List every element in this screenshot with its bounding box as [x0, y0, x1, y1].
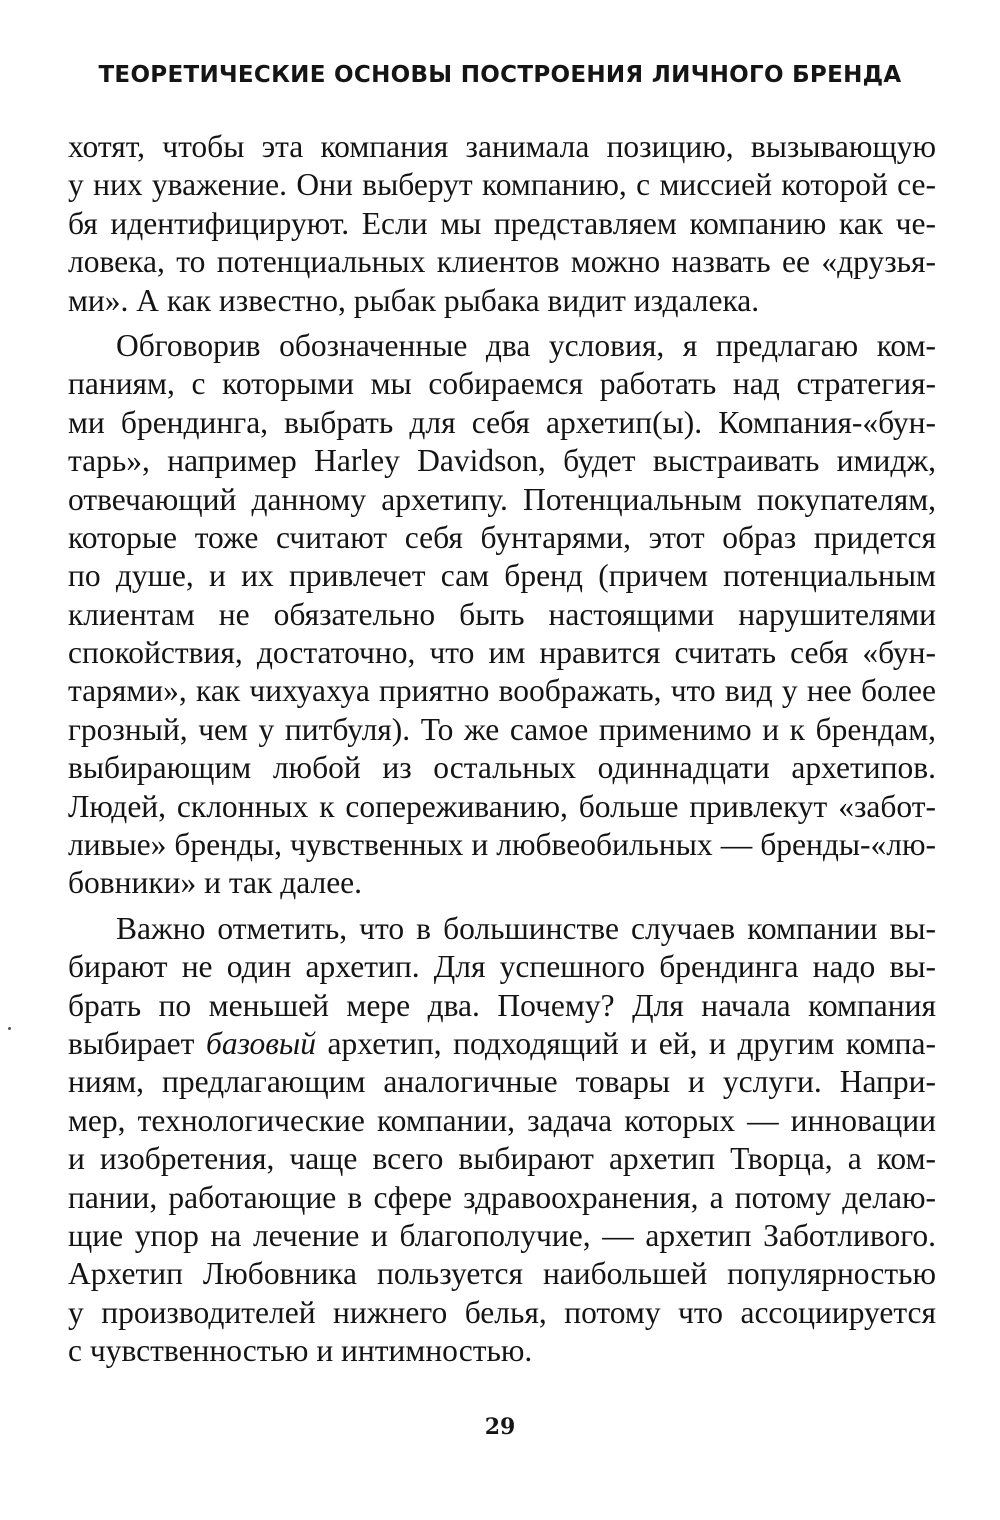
text-line: бовники» и так далее.	[68, 865, 363, 901]
page-number: 29	[484, 1414, 516, 1440]
text-line: Важно отметить, что в большинстве случаев компании вы-	[116, 910, 936, 946]
text-line: Людей, склонных к сопереживанию, больше привлекут «забот-	[68, 788, 936, 824]
paragraph-3	[68, 910, 936, 1371]
text-run: архетип, подходящий и ей, и другим компа-	[315, 1025, 936, 1061]
text-line: отвечающий данному архетипу. Потенциальным покупателям,	[68, 481, 936, 517]
text-line: ниям, предлагающим аналогичные товары и услуги. Напри-	[68, 1064, 936, 1100]
text-line: и изобретения, чаще всего выбирают архетип Творца, а ком-	[68, 1141, 936, 1177]
body-text	[68, 128, 936, 1371]
text-line: клиентам не обязательно быть настоящими нарушителями	[68, 596, 936, 632]
text-line: брать по меньшей мере два. Почему? Для начала компания	[68, 987, 936, 1023]
text-line: спокойствия, достаточно, что им нравится считать себя «бун-	[68, 635, 936, 671]
text-line: бя идентифицируют. Если мы представляем компанию как че-	[68, 205, 936, 241]
text-line: Обговорив обозначенные два условия, я предлагаю ком-	[116, 327, 936, 363]
running-header: ТЕОРЕТИЧЕСКИЕ ОСНОВЫ ПОСТРОЕНИЯ ЛИЧНОГО БРЕНДА	[98, 62, 902, 88]
text-line-with-emphasis	[68, 1025, 936, 1063]
text-line: у них уважение. Они выберут компанию, с миссией которой се-	[68, 167, 936, 203]
text-line: хотят, чтобы эта компания занимала позицию, вызывающую	[68, 129, 936, 164]
text-line: ловека, то потенциальных клиентов можно назвать ее «друзья-	[68, 244, 936, 280]
paragraph-gap	[68, 320, 936, 327]
text-run: выбирает	[68, 1025, 206, 1061]
text-line: ми». А как известно, рыбак рыбака видит издалека.	[68, 282, 760, 318]
text-line: Архетип Любовника пользуется наибольшей популярностью	[68, 1256, 936, 1292]
scan-speck	[8, 1027, 11, 1030]
text-line: тарями», как чихуахуа приятно воображать, что вид у нее более	[68, 673, 936, 709]
text-line: пании, работающие в сфере здравоохранения, а потому делаю-	[68, 1179, 936, 1215]
paragraph-gap	[68, 903, 936, 910]
paragraph-2	[68, 327, 936, 903]
text-line: ми брендинга, выбрать для себя архетип(ы). Компания-«бун-	[68, 404, 936, 440]
emphasized-term: базовый	[205, 1025, 316, 1061]
text-line: паниям, с которыми мы собираемся работать над стратегия-	[68, 366, 936, 402]
text-line: ливые» бренды, чувственных и любвеобильных — бренды-«лю-	[68, 827, 936, 863]
text-line: по душе, и их привлечет сам бренд (причем потенциальным	[68, 558, 936, 594]
text-line: бирают не один архетип. Для успешного брендинга надо вы-	[68, 949, 936, 985]
text-line: мер, технологические компании, задача которых — инновации	[68, 1102, 936, 1138]
text-line: выбирающим любой из остальных одиннадцати архетипов.	[68, 750, 936, 786]
text-line: щие упор на лечение и благополучие, — архетип Заботливого.	[68, 1217, 936, 1253]
text-line: грозный, чем у питбуля). То же самое применимо и к брендам,	[68, 711, 936, 747]
text-line: с чувственностью и интимностью.	[68, 1333, 533, 1369]
text-line: у производителей нижнего белья, потому что ассоциируется	[68, 1294, 936, 1330]
text-line: которые тоже считают себя бунтарями, этот образ придется	[68, 519, 936, 555]
text-line: тарь», например Harley Davidson, будет выстраивать имидж,	[68, 443, 936, 479]
paragraph-1	[68, 128, 936, 320]
